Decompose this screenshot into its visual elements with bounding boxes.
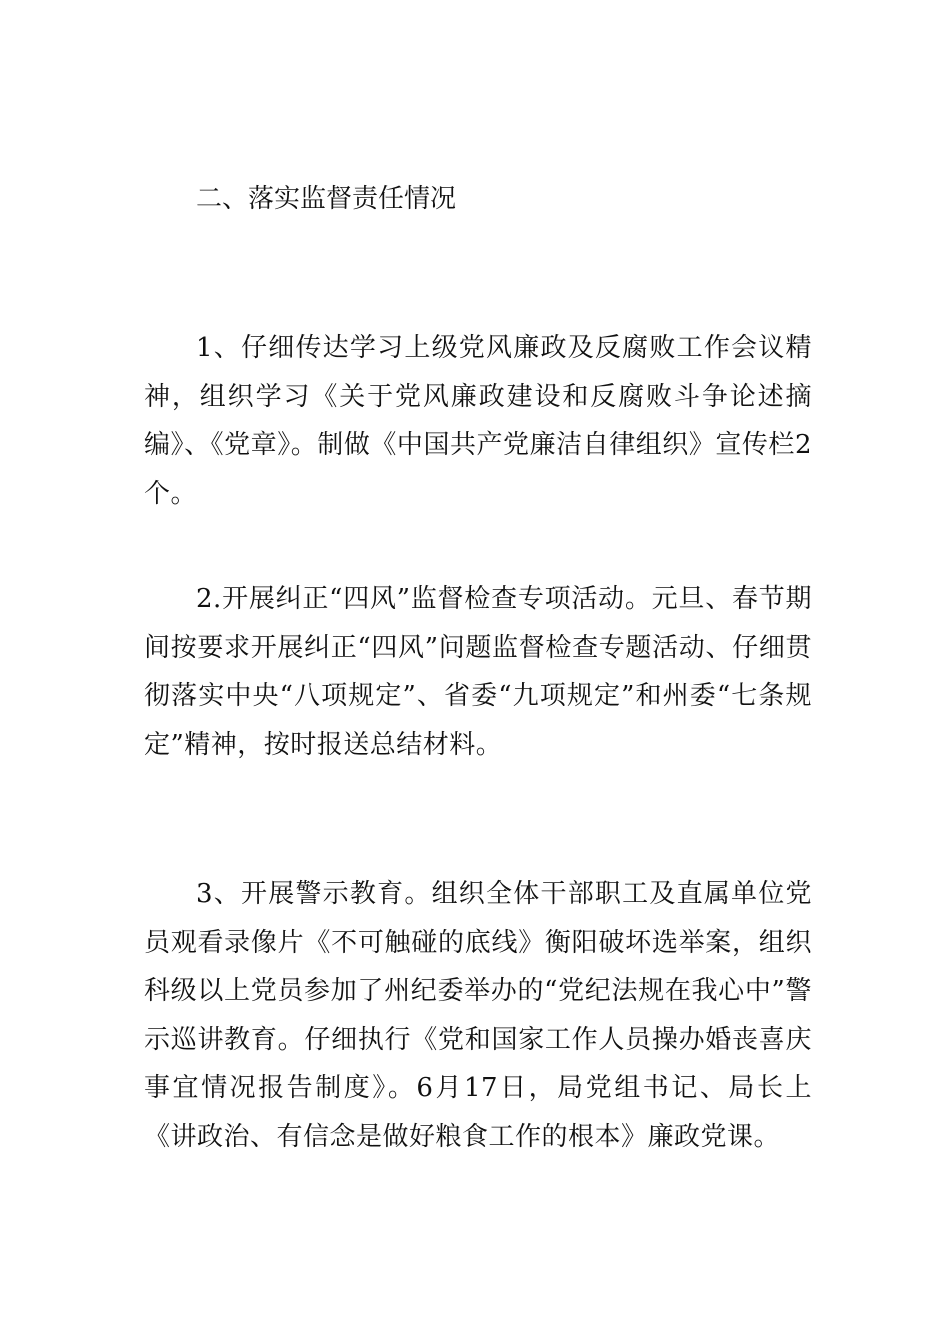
paragraph-3: 3、开展警示教育。组织全体干部职工及直属单位党员观看录像片《不可触碰的底线》衡阳破坏选举案，组织科级以上党员参加了州纪委举办的“党纪法规在我心中”警示巡讲教育。仔细执行《党和国家工作人员操办婚丧喜庆事宜情况报告制度》。6月17日，局党组书记、局长上《讲政治、有信念是做好粮食工作的根本》廉政党课。 — [144, 879, 812, 1152]
paragraph-1: 1、仔细传达学习上级党风廉政及反腐败工作会议精神，组织学习《关于党风廉政建设和反腐败斗争论述摘编》、《党章》。制做《中国共产党廉洁自律组织》宣传栏2个。 — [144, 333, 812, 509]
section-heading: 二、落实监督责任情况 — [196, 184, 457, 214]
paragraph-2: 2.开展纠正“四风”监督检查专项活动。元旦、春节期间按要求开展纠正“四风”问题监督检查专题活动、仔细贯彻落实中央“八项规定”、省委“九项规定”和州委“七条规定”精神，按时报送总结材料。 — [144, 584, 812, 760]
